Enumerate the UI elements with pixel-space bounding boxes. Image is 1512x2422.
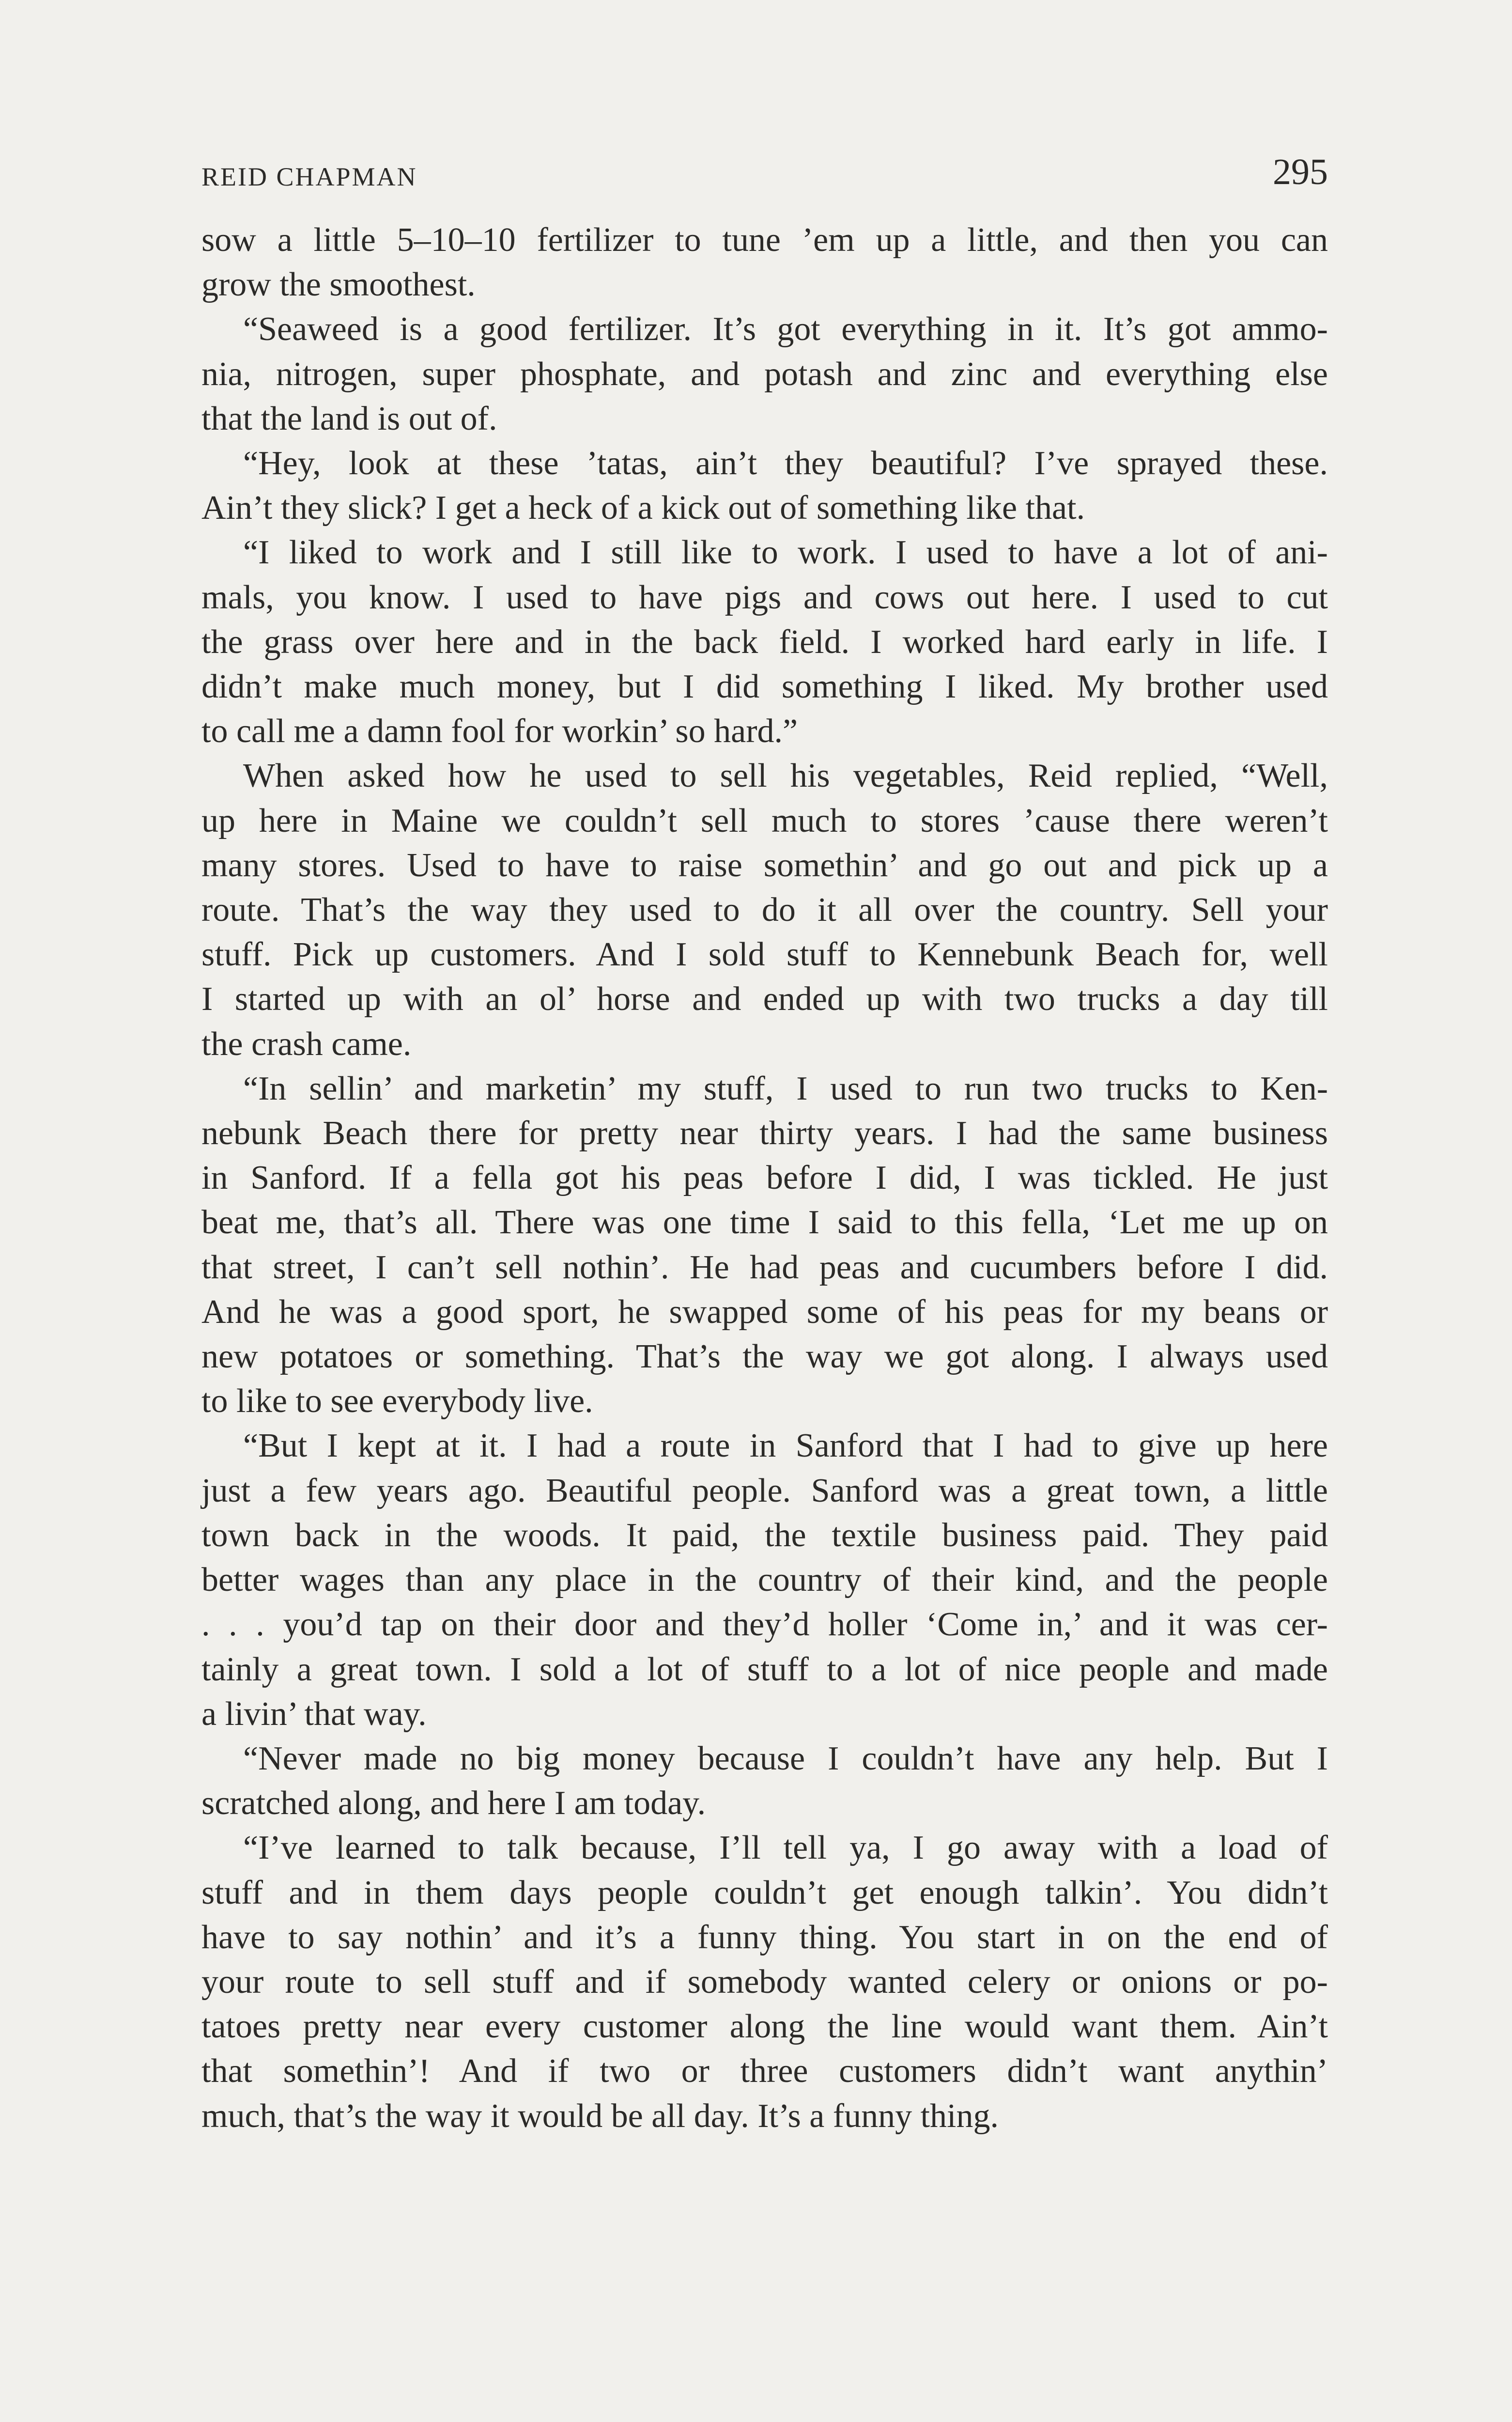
text-line: “Never made no big money because I couldn’t have any help. But I <box>243 1739 1328 1777</box>
text-line: route. That’s the way they used to do it all over the country. Sell your <box>201 891 1328 929</box>
text-line: in Sanford. If a fella got his peas before I did, I was tickled. He just <box>201 1159 1328 1197</box>
text-line: beat me, that’s all. There was one time I said to this fella, ‘Let me up on <box>201 1204 1328 1242</box>
text-line: “But I kept at it. I had a route in Sanford that I had to give up here <box>243 1427 1328 1465</box>
text-line: “Hey, look at these ’tatas, ain’t they beautiful? I’ve sprayed these. <box>243 445 1328 482</box>
page-number: 295 <box>1273 152 1328 192</box>
text-line: mals, you know. I used to have pigs and cows out here. I used to cut <box>201 578 1328 616</box>
text-line: “I’ve learned to talk because, I’ll tell ya, I go away with a load of <box>243 1829 1328 1867</box>
text-line: to like to see everybody live. <box>201 1382 593 1420</box>
text-line: better wages than any place in the country of their kind, and the people <box>201 1561 1328 1599</box>
text-line: much, that’s the way it would be all day. It’s a funny thing. <box>201 2097 999 2135</box>
text-line: “I liked to work and I still like to work. I used to have a lot of ani- <box>243 534 1328 572</box>
paragraph <box>201 1424 1328 1736</box>
text-line: your route to sell stuff and if somebody wanted celery or onions or po- <box>201 1963 1328 2001</box>
paragraph <box>201 1067 1328 1424</box>
paragraph <box>201 218 1328 307</box>
text-line: When asked how he used to sell his vegetables, Reid replied, “Well, <box>243 757 1328 795</box>
paragraph <box>201 754 1328 1066</box>
text-line: scratched along, and here I am today. <box>201 1785 706 1822</box>
text-line: tainly a great town. I sold a lot of stuff to a lot of nice people and made <box>201 1650 1328 1688</box>
text-line: that somethin’! And if two or three customers didn’t want anythin’ <box>201 2052 1328 2090</box>
text-line: I started up with an ol’ horse and ended up with two trucks a day till <box>201 980 1328 1018</box>
text-line: “In sellin’ and marketin’ my stuff, I used to run two trucks to Ken- <box>243 1070 1328 1107</box>
text-line: the grass over here and in the back field. I worked hard early in life. I <box>201 623 1328 661</box>
text-line: nia, nitrogen, super phosphate, and potash and zinc and everything else <box>201 355 1328 393</box>
text-line: that street, I can’t sell nothin’. He had peas and cucumbers before I did. <box>201 1248 1328 1286</box>
text-line: town back in the woods. It paid, the textile business paid. They paid <box>201 1516 1328 1554</box>
text-line: “Seaweed is a good fertilizer. It’s got everything in it. It’s got ammo- <box>243 311 1328 348</box>
text-line: new potatoes or something. That’s the way we got along. I always used <box>201 1338 1328 1376</box>
text-line: a livin’ that way. <box>201 1695 427 1733</box>
text-line: stuff and in them days people couldn’t get enough talkin’. You didn’t <box>201 1874 1328 1911</box>
text-line: . . . you’d tap on their door and they’d holler ‘Come in,’ and it was cer- <box>201 1606 1328 1644</box>
text-line: Ain’t they slick? I get a heck of a kick out of something like that. <box>201 489 1085 527</box>
paragraph <box>201 530 1328 754</box>
body-text <box>201 218 1328 2139</box>
text-line: the crash came. <box>201 1025 412 1063</box>
paragraph <box>201 441 1328 530</box>
page-header <box>201 151 1328 204</box>
text-line: And he was a good sport, he swapped some of his peas for my beans or <box>201 1293 1328 1331</box>
text-line: sow a little 5–10–10 fertilizer to tune ’em up a little, and then you can <box>201 221 1328 259</box>
text-line: nebunk Beach there for pretty near thirty years. I had the same business <box>201 1115 1328 1152</box>
paragraph <box>201 1826 1328 2138</box>
text-line: to call me a damn fool for workin’ so hard.” <box>201 713 798 750</box>
text-line: that the land is out of. <box>201 400 497 437</box>
paragraph <box>201 307 1328 441</box>
text-line: up here in Maine we couldn’t sell much to stores ’cause there weren’t <box>201 802 1328 839</box>
text-line: just a few years ago. Beautiful people. Sanford was a great town, a little <box>201 1472 1328 1509</box>
paragraph <box>201 1737 1328 1826</box>
text-line: tatoes pretty near every customer along the line would want them. Ain’t <box>201 2008 1328 2046</box>
text-line: stuff. Pick up customers. And I sold stuff to Kennebunk Beach for, well <box>201 936 1328 974</box>
text-line: grow the smoothest. <box>201 266 476 304</box>
running-head: REID CHAPMAN <box>201 162 417 191</box>
text-line: have to say nothin’ and it’s a funny thing. You start in on the end of <box>201 1918 1328 1956</box>
text-line: didn’t make much money, but I did something I liked. My brother used <box>201 668 1328 706</box>
text-line: many stores. Used to have to raise somethin’ and go out and pick up a <box>201 846 1328 884</box>
